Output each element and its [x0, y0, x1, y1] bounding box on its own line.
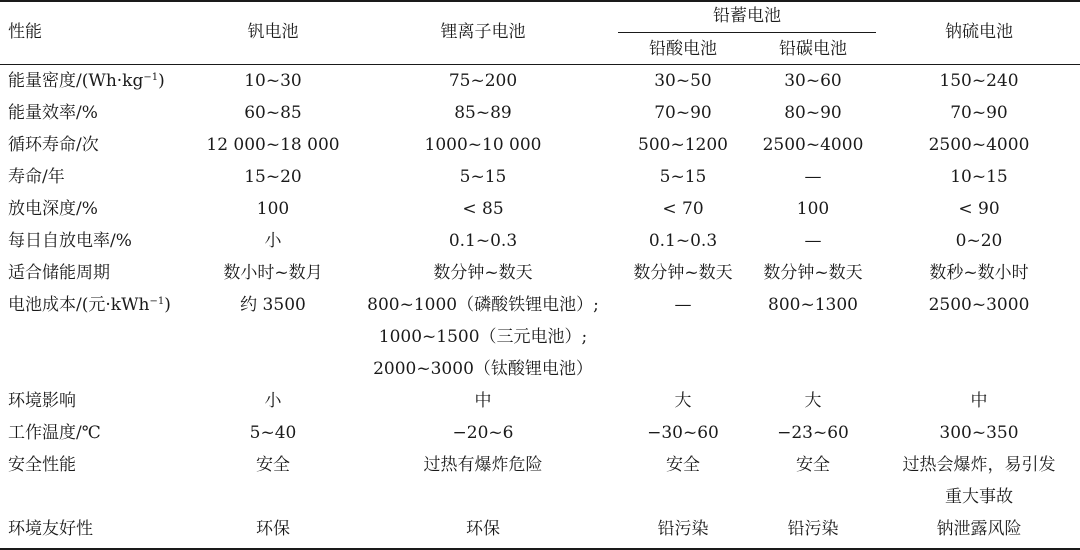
cell-lithium: 数分钟~数天	[433, 263, 533, 283]
cell-sodium-sulfur: 2500~3000	[928, 295, 1030, 315]
cell-sodium-sulfur: 10~15	[950, 167, 1008, 187]
row-label: 放电深度/%	[8, 199, 98, 219]
cell-lead-carbon: —	[804, 231, 822, 251]
cell-lead-acid: 5~15	[659, 167, 707, 187]
cell-sodium-sulfur: 300~350	[939, 423, 1019, 443]
row-label-superscript: −1	[149, 296, 165, 307]
cell-lead-carbon: 2500~4000	[762, 135, 864, 155]
cell-lead-acid: 大	[674, 391, 692, 411]
row-label-main: 能量密度/(Wh·kg	[8, 71, 144, 91]
cell-lithium: 过热有爆炸危险	[423, 455, 543, 475]
cell-lithium: < 85	[462, 199, 504, 219]
row-label: 循环寿命/次	[8, 135, 99, 155]
cell-lead-acid: < 70	[662, 199, 704, 219]
cell-sodium-sulfur: 70~90	[950, 103, 1008, 123]
row-label-main: 电池成本/(元·kWh	[8, 295, 150, 315]
cell-vanadium: 15~20	[244, 167, 302, 187]
cell-sodium-sulfur: 钠泄露风险	[936, 519, 1022, 539]
cell-lead-carbon: 安全	[796, 455, 830, 475]
top-rule	[0, 0, 1080, 2]
cell-lithium: 85~89	[454, 103, 512, 123]
cell-lithium: −20~6	[452, 423, 514, 443]
cell-lead-carbon: 数分钟~数天	[763, 263, 863, 283]
cell-lead-carbon: 800~1300	[768, 295, 858, 315]
row-label: 环境友好性	[8, 519, 93, 539]
cell-lead-carbon: 铅污染	[787, 519, 839, 539]
cell-lead-acid: —	[674, 295, 692, 315]
cell-vanadium: 小	[264, 391, 282, 411]
cell-lead-carbon: 100	[796, 199, 830, 219]
cell-lithium: 环保	[466, 519, 500, 539]
cell-lead-acid: 30~50	[654, 71, 712, 91]
cell-lead-carbon: −23~60	[777, 423, 849, 443]
header-vanadium: 钒电池	[247, 22, 299, 42]
row-label	[8, 65, 165, 97]
cell-lead-acid: −30~60	[647, 423, 719, 443]
cell-sodium-sulfur: 150~240	[939, 71, 1019, 91]
cell-lithium: 800~1000（磷酸铁锂电池）;	[367, 295, 599, 315]
row-label-tail: )	[164, 295, 171, 315]
header-property: 性能	[8, 22, 42, 42]
row-label: 工作温度/℃	[8, 423, 101, 443]
cell-lithium: 1000~10 000	[424, 135, 542, 155]
cell-vanadium: 约 3500	[240, 295, 306, 315]
cell-lithium: 5~15	[459, 167, 507, 187]
row-label: 能量效率/%	[8, 103, 98, 123]
header-lead-acid: 铅酸电池	[649, 39, 717, 59]
header-sodium-sulfur: 钠硫电池	[945, 22, 1013, 42]
cell-sodium-sulfur: 数秒~数小时	[929, 263, 1029, 283]
cell-lead-acid: 安全	[666, 455, 700, 475]
cell-sodium-sulfur: 中	[970, 391, 988, 411]
header-lithium: 锂离子电池	[440, 22, 526, 42]
row-label: 安全性能	[8, 455, 76, 475]
cell-lead-carbon: 30~60	[784, 71, 842, 91]
cell-lead-acid: 70~90	[654, 103, 712, 123]
row-label-tail: )	[158, 71, 165, 91]
row-label	[8, 289, 171, 321]
cell-vanadium: 60~85	[244, 103, 302, 123]
cell-lead-acid: 数分钟~数天	[633, 263, 733, 283]
cell-sodium-sulfur: 0~20	[955, 231, 1003, 251]
cell-vanadium: 数小时~数月	[223, 263, 323, 283]
header-lead-carbon: 铅碳电池	[779, 39, 847, 59]
cell-lead-acid: 500~1200	[638, 135, 728, 155]
cell-vanadium: 100	[256, 199, 290, 219]
cell-lead-acid: 铅污染	[657, 519, 709, 539]
cell-lithium: 1000~1500（三元电池）;	[378, 327, 588, 347]
row-label: 适合储能周期	[8, 263, 110, 283]
cell-vanadium: 小	[264, 231, 282, 251]
cell-lead-carbon: —	[804, 167, 822, 187]
cell-lead-carbon: 大	[804, 391, 822, 411]
cell-lead-acid: 0.1~0.3	[648, 231, 718, 251]
cell-vanadium: 环保	[256, 519, 290, 539]
cell-vanadium: 12 000~18 000	[206, 135, 340, 155]
cell-lithium: 2000~3000（钛酸锂电池）	[373, 359, 593, 379]
cell-vanadium: 安全	[256, 455, 290, 475]
cell-sodium-sulfur: 过热会爆炸，易引发	[902, 455, 1056, 475]
cell-lithium: 75~200	[448, 71, 518, 91]
cell-lithium: 中	[474, 391, 492, 411]
bottom-rule	[0, 548, 1080, 550]
row-label: 每日自放电率/%	[8, 231, 132, 251]
cell-lithium: 0.1~0.3	[448, 231, 518, 251]
cell-sodium-sulfur: 2500~4000	[928, 135, 1030, 155]
cell-lead-carbon: 80~90	[784, 103, 842, 123]
row-label: 环境影响	[8, 391, 76, 411]
cell-vanadium: 10~30	[244, 71, 302, 91]
cell-vanadium: 5~40	[249, 423, 297, 443]
row-label-superscript: −1	[143, 72, 159, 83]
cell-sodium-sulfur: 重大事故	[945, 487, 1013, 507]
cell-sodium-sulfur: < 90	[958, 199, 1000, 219]
row-label: 寿命/年	[8, 167, 65, 187]
header-lead-group: 铅蓄电池	[713, 6, 781, 26]
